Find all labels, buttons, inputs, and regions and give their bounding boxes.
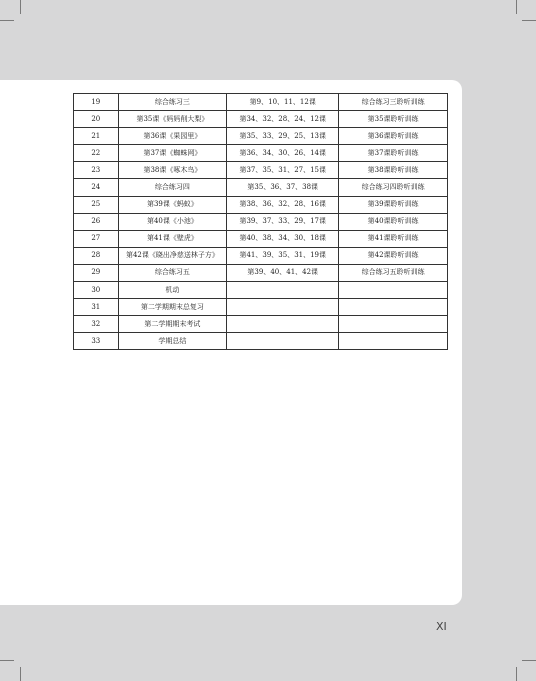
listening-cell: 第38课聆听训练 — [339, 162, 448, 179]
listening-cell: 综合练习四聆听训练 — [339, 179, 448, 196]
characters-cell — [227, 299, 339, 316]
table-row — [74, 162, 448, 179]
listening-cell: 综合练习五聆听训练 — [339, 264, 448, 281]
lesson-cell: 第38课《啄木鸟》 — [118, 162, 227, 179]
week-cell: 21 — [74, 128, 119, 145]
lesson-cell: 第36课《果园里》 — [118, 128, 227, 145]
characters-cell: 第35、33、29、25、13课 — [227, 128, 339, 145]
week-cell: 29 — [74, 264, 119, 281]
page-sheet-left — [0, 80, 40, 605]
teaching-schedule-table — [73, 93, 448, 350]
lesson-cell: 第二学期期末总复习 — [118, 299, 227, 316]
lesson-cell: 第42课《晓出净慈送林子方》 — [118, 247, 227, 264]
table-row — [74, 316, 448, 333]
table-row — [74, 247, 448, 264]
week-cell: 25 — [74, 196, 119, 213]
crop-mark — [20, 667, 21, 681]
characters-cell — [227, 316, 339, 333]
week-cell: 27 — [74, 230, 119, 247]
lesson-cell: 第二学期期末考试 — [118, 316, 227, 333]
schedule-body — [74, 94, 448, 350]
characters-cell: 第37、35、31、27、15课 — [227, 162, 339, 179]
lesson-cell: 第35课《妈妈削大梨》 — [118, 111, 227, 128]
listening-cell: 第41课聆听训练 — [339, 230, 448, 247]
week-cell: 32 — [74, 316, 119, 333]
crop-mark — [516, 667, 517, 681]
characters-cell: 第9、10、11、12课 — [227, 94, 339, 111]
week-cell: 30 — [74, 282, 119, 299]
crop-mark — [20, 0, 21, 14]
characters-cell: 第36、34、30、26、14课 — [227, 145, 339, 162]
listening-cell — [339, 333, 448, 350]
lesson-cell: 学期总结 — [118, 333, 227, 350]
characters-cell: 第39、40、41、42课 — [227, 264, 339, 281]
table-row — [74, 196, 448, 213]
lesson-cell: 综合练习五 — [118, 264, 227, 281]
table-row — [74, 94, 448, 111]
week-cell: 26 — [74, 213, 119, 230]
table-row — [74, 145, 448, 162]
listening-cell — [339, 299, 448, 316]
crop-mark — [0, 20, 14, 21]
week-cell: 22 — [74, 145, 119, 162]
week-cell: 28 — [74, 247, 119, 264]
lesson-cell: 第40课《小池》 — [118, 213, 227, 230]
lesson-cell: 第37课《蜘蛛网》 — [118, 145, 227, 162]
table-row — [74, 230, 448, 247]
listening-cell: 第35课聆听训练 — [339, 111, 448, 128]
characters-cell: 第34、32、28、24、12课 — [227, 111, 339, 128]
table-row — [74, 128, 448, 145]
lesson-cell: 综合练习四 — [118, 179, 227, 196]
crop-mark — [522, 660, 536, 661]
characters-cell: 第35、36、37、38课 — [227, 179, 339, 196]
listening-cell: 第36课聆听训练 — [339, 128, 448, 145]
week-cell: 33 — [74, 333, 119, 350]
week-cell: 23 — [74, 162, 119, 179]
table-row — [74, 333, 448, 350]
characters-cell: 第41、39、35、31、19课 — [227, 247, 339, 264]
characters-cell — [227, 282, 339, 299]
page-number: XI — [436, 620, 447, 633]
listening-cell: 第42课聆听训练 — [339, 247, 448, 264]
listening-cell: 第40课聆听训练 — [339, 213, 448, 230]
listening-cell — [339, 282, 448, 299]
table-row — [74, 213, 448, 230]
listening-cell: 第37课聆听训练 — [339, 145, 448, 162]
table-row — [74, 264, 448, 281]
listening-cell: 综合练习三聆听训练 — [339, 94, 448, 111]
week-cell: 19 — [74, 94, 119, 111]
listening-cell — [339, 316, 448, 333]
crop-mark — [516, 0, 517, 14]
week-cell: 24 — [74, 179, 119, 196]
listening-cell: 第39课聆听训练 — [339, 196, 448, 213]
characters-cell: 第39、37、33、29、17课 — [227, 213, 339, 230]
table-row — [74, 179, 448, 196]
characters-cell: 第40、38、34、30、18课 — [227, 230, 339, 247]
week-cell: 31 — [74, 299, 119, 316]
lesson-cell: 第39课《蚂蚁》 — [118, 196, 227, 213]
table-row — [74, 299, 448, 316]
lesson-cell: 第41课《壁虎》 — [118, 230, 227, 247]
characters-cell — [227, 333, 339, 350]
week-cell: 20 — [74, 111, 119, 128]
table-row — [74, 282, 448, 299]
crop-mark — [522, 20, 536, 21]
characters-cell: 第38、36、32、28、16课 — [227, 196, 339, 213]
lesson-cell: 综合练习三 — [118, 94, 227, 111]
crop-mark — [0, 660, 14, 661]
lesson-cell: 机动 — [118, 282, 227, 299]
table-row — [74, 111, 448, 128]
